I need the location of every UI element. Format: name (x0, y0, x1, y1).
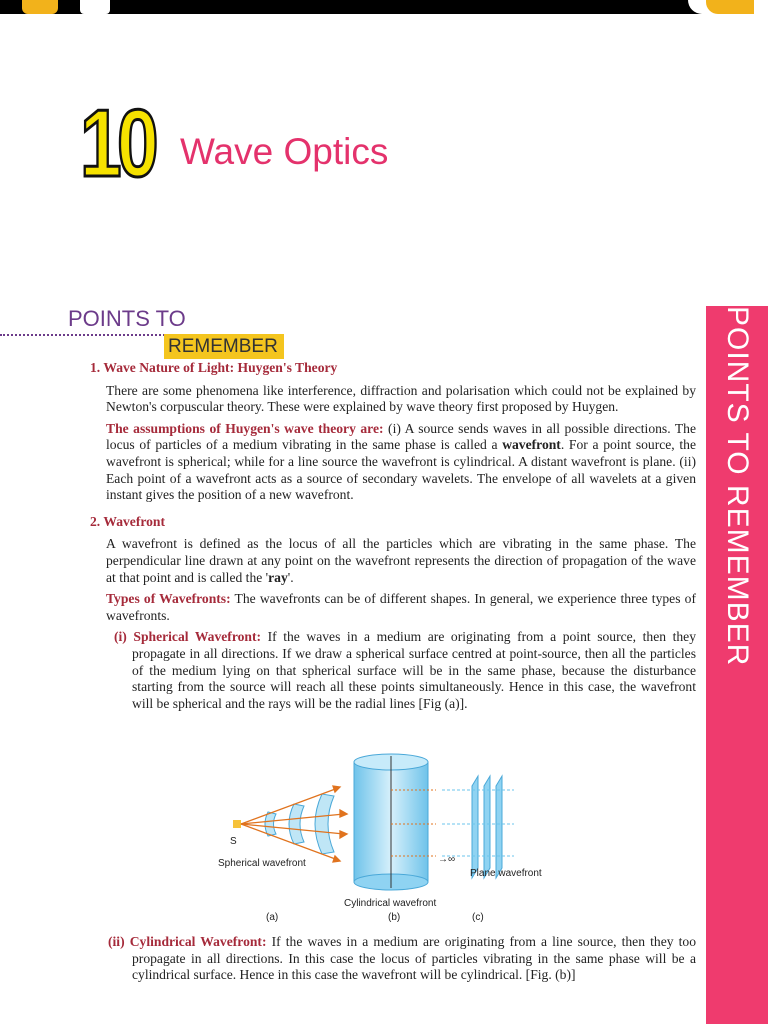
plane-label: Plane wavefront (470, 868, 542, 879)
fig-b-label: (b) (388, 912, 401, 923)
spherical-lead: (i) Spherical Wavefront: (114, 629, 262, 645)
arrowhead-icon (333, 786, 340, 792)
wavefront-term: wavefront (502, 437, 561, 453)
point-source-icon (233, 820, 241, 828)
heading-remember: REMEMBER (164, 334, 284, 359)
cylindrical-wavefront-body (108, 934, 696, 984)
arrowhead-icon (340, 831, 347, 838)
heading-points-to: POINTS TO (68, 306, 186, 331)
spherical-front-1 (265, 812, 276, 836)
ray-term: ray (268, 569, 288, 585)
fig-a-label: (a) (266, 912, 279, 923)
cylindrical-label: Cylindrical wavefront (344, 898, 437, 909)
spherical-label: Spherical wavefront (218, 858, 306, 869)
types-text: The wavefronts can be of different shapes. In general, we experience three types of wavefronts. (106, 591, 696, 623)
assumptions-text-a: (i) A source sends waves in all possible directions. The locus of particles of a medium vibrating in the same phase is called a (106, 420, 697, 453)
assumptions-lead: The assumptions of Huygen's wave theory are: (106, 420, 384, 436)
top-bar-corner (706, 0, 754, 14)
plane-wavefronts (472, 776, 502, 878)
wavefront-def-b: '. (287, 569, 294, 585)
plane-front-2 (484, 776, 490, 878)
cylindrical-lead: (ii) Cylindrical Wavefront: (108, 934, 267, 949)
cylindrical-wavefront-shape (354, 754, 436, 890)
plane-front-3 (496, 776, 502, 878)
assumptions-text-b: . For a point source, the wavefront is spherical; while for a line source the wavefront is cylindrical. A distant wavefront is plane. (ii) Each point of a wavefront acts as a source of secondary wavelets. The envelope of all wavelets at a given instant gives the position of a new wavefront. (106, 437, 696, 503)
cylindrical-wavefront-item (108, 934, 696, 984)
section-2-paragraph-2 (106, 591, 696, 624)
plane-front-1 (472, 776, 478, 878)
arrowhead-icon (340, 810, 347, 817)
spherical-front-2 (289, 804, 304, 844)
section-2-title: 2. Wavefront (90, 513, 166, 529)
top-bar (0, 0, 768, 14)
infinity-label: →∞ (438, 854, 456, 865)
spherical-wavefront-body (114, 629, 696, 712)
arrowhead-icon (333, 856, 340, 862)
spherical-text: If the waves in a medium are originating from a point source, then they propagate in all directions. If we draw a spherical surface centred at point-source, then all the particles of the medium lying on that spherical surface will be in the same phase, because the disturbance starting from the source will reach all these points simultaneously. Hence in this case, the wavefront will be spherical and the rays will be the radial lines [Fig (a)]. (132, 629, 697, 711)
fig-c-label: (c) (472, 912, 484, 923)
top-bar-tab (22, 0, 58, 14)
chapter-title: Wave Optics (180, 131, 389, 172)
content (90, 360, 696, 717)
sidebar-text: POINTS TO REMEMBER (721, 306, 754, 667)
cylindrical-text: If the waves in a medium are originating from a line source, then they too propagate in all directions. In this case the locus of particles vibrating in the same phase will be a cylindrical surface. Hence in this case the wavefront will be cylindrical. [Fig. (b)] (132, 934, 696, 983)
spherical-front-3 (315, 794, 334, 854)
section-2-paragraph-1 (106, 536, 696, 586)
spherical-wavefront-item (114, 629, 696, 712)
types-lead: Types of Wavefronts: (106, 591, 231, 607)
section-1-paragraph-1: There are some phenomena like interference, diffraction and polarisation which could not be explained by Newton's corpuscular theory. These were explained by wave theory first proposed by Huygen. (106, 382, 696, 415)
wavefront-def-a: A wavefront is defined as the locus of all the particles which are vibrating in the same phase. The perpendicular line drawn at any point on the wavefront represents the direction of propagation of the wave at that point and is called the ' (106, 536, 696, 585)
spherical-wavefronts (265, 794, 334, 854)
chapter-number: 10 (80, 90, 154, 197)
wavefront-figure (210, 748, 550, 926)
section-1-paragraph-2 (106, 421, 696, 504)
top-bar-tab (80, 0, 110, 14)
source-label: S (230, 836, 237, 847)
section-1-title: 1. Wave Nature of Light: Huygen's Theory (90, 360, 338, 375)
